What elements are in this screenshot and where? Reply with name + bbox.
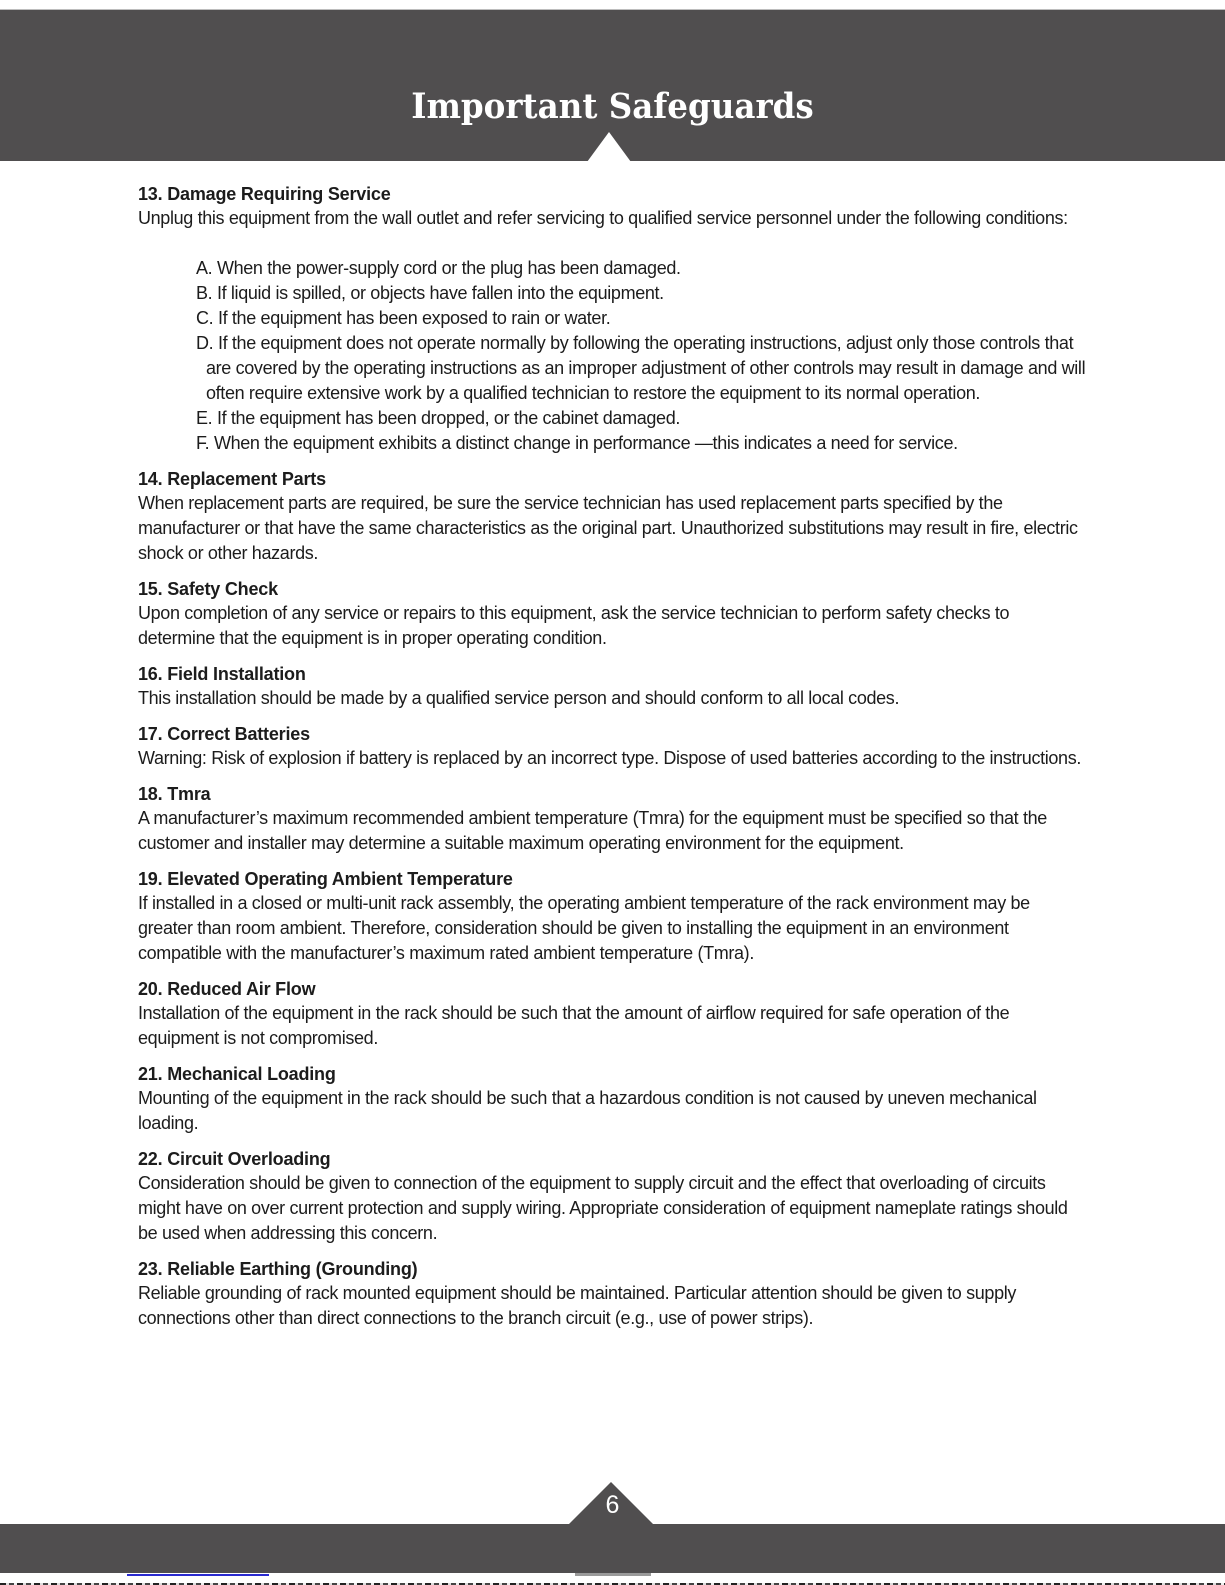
section-heading: 15. Safety Check [138,579,278,599]
section-heading: 18. Tmra [138,784,211,804]
section-heading: 22. Circuit Overloading [138,1149,331,1169]
section-text: A manufacturer’s maximum recommended ambient temperature (Tmra) for the equipment must be specified so that the customer and installer may determine a suitable maximum operating environment for the equipment. [138,808,1047,853]
section-13-damage-requiring-service [138,182,1088,456]
section-heading: 14. Replacement Parts [138,469,326,489]
page-title: Important Safeguards [411,86,814,127]
section-18-tmra [138,782,1088,856]
section-text: Consideration should be given to connection of the equipment to supply circuit and the effect that overloading of circuits might have on over current protection and supply wiring. Appropriate consideration of equipment nameplate ratings should be used when addressing this concern. [138,1173,1068,1243]
list-item: D. If the equipment does not operate normally by following the operating instructions, adjust only those controls that are covered by the operating instructions as an improper adjustment of other controls may result in damage and will often require extensive work by a qualified technician to restore the equipment to its normal operation. [196,333,1086,403]
condition-list [138,256,1088,456]
footer-band [0,1524,1225,1573]
section-text: Installation of the equipment in the rack should be such that the amount of airflow required for safe operation of the equipment is not compromised. [138,1003,1010,1048]
footer-mark [127,1574,269,1576]
page-number: 6 [605,1491,620,1519]
section-heading: 17. Correct Batteries [138,724,310,744]
document-body [138,182,1088,1331]
section-17-correct-batteries [138,722,1088,771]
section-14-replacement-parts [138,467,1088,566]
section-text: Upon completion of any service or repairs to this equipment, ask the service technician to perform safety checks to determine that the equipment is in proper operating condition. [138,603,1010,648]
section-text: If installed in a closed or multi-unit rack assembly, the operating ambient temperature of the rack environment may be greater than room ambient. Therefore, consideration should be given to installing the equipment in an environment compatible with the manufacturer’s maximum rated ambient temperature (Tmra). [138,893,1030,963]
section-heading: 19. Elevated Operating Ambient Temperature [138,869,513,889]
section-22-circuit-overloading [138,1147,1088,1246]
section-15-safety-check [138,577,1088,651]
section-heading: 16. Field Installation [138,664,306,684]
section-19-elevated-operating-ambient-temperature [138,867,1088,966]
section-text: Warning: Risk of explosion if battery is replaced by an incorrect type. Dispose of used batteries according to the instructions. [138,748,1082,768]
section-16-field-installation [138,662,1088,711]
list-item: C. If the equipment has been exposed to rain or water. [196,308,611,328]
section-21-mechanical-loading [138,1062,1088,1136]
section-text: This installation should be made by a qualified service person and should conform to all local codes. [138,688,900,708]
section-heading: 20. Reduced Air Flow [138,979,316,999]
section-20-reduced-air-flow [138,977,1088,1051]
list-item: A. When the power-supply cord or the plug has been damaged. [196,258,681,278]
section-heading: 23. Reliable Earthing (Grounding) [138,1259,418,1279]
section-text: When replacement parts are required, be sure the service technician has used replacement parts specified by the manufacturer or that have the same characteristics as the original part. Unauthorized substitutions may result in fire, electric shock or other hazards. [138,493,1078,563]
header-notch [587,132,631,162]
list-item: E. If the equipment has been dropped, or the cabinet damaged. [196,408,681,428]
section-heading: 21. Mechanical Loading [138,1064,336,1084]
list-item: F. When the equipment exhibits a distinct change in performance —this indicates a need for service. [196,433,958,453]
section-text: Mounting of the equipment in the rack should be such that a hazardous condition is not caused by uneven mechanical loading. [138,1088,1037,1133]
footer-mark [575,1573,651,1576]
section-heading: 13. Damage Requiring Service [138,184,391,204]
section-text: Unplug this equipment from the wall outlet and refer servicing to qualified service personnel under the following conditions: [138,208,1068,228]
section-23-reliable-earthing [138,1257,1088,1331]
section-text: Reliable grounding of rack mounted equipment should be maintained. Particular attention should be given to supply connections other than direct connections to the branch circuit (e.g., use of power strips). [138,1283,1017,1328]
list-item: B. If liquid is spilled, or objects have fallen into the equipment. [196,283,664,303]
